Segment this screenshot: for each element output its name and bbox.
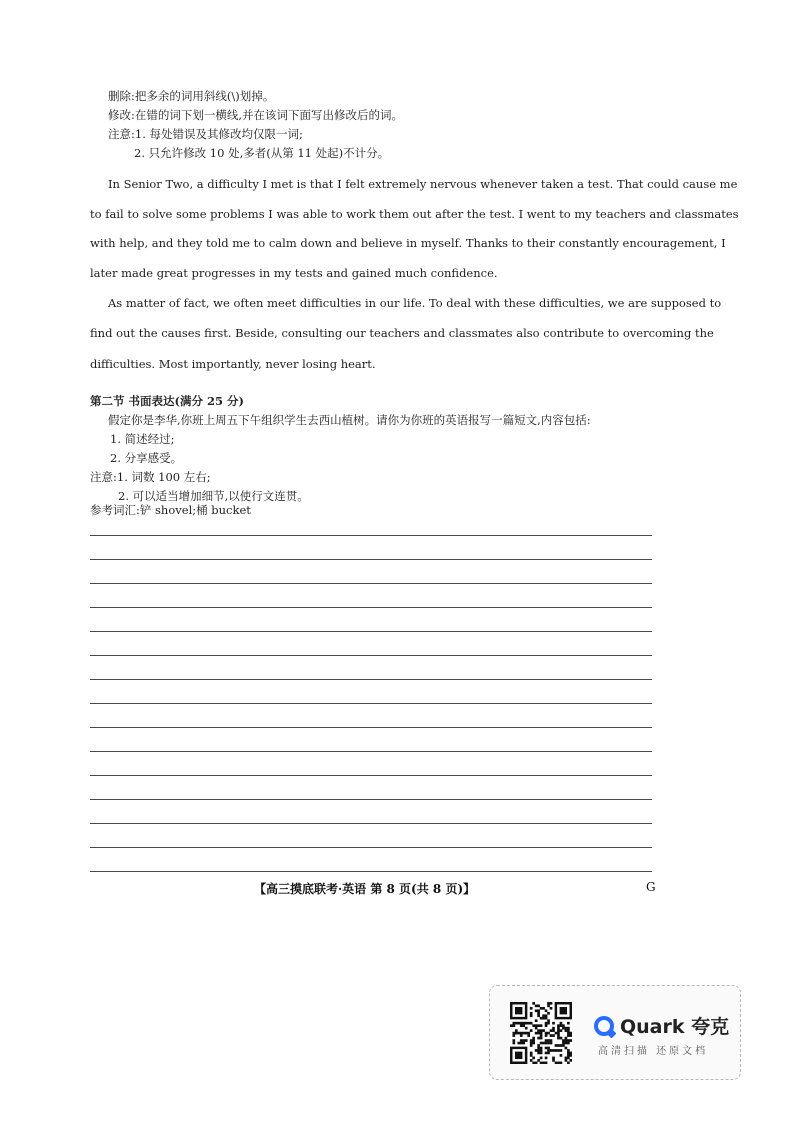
note-2: 2. 只允许修改 10 处,多者(从第 11 处起)不计分。	[134, 146, 390, 160]
answer-line[interactable]	[90, 751, 652, 752]
passage-p2-line3: difficulties. Most importantly, never losing heart.	[90, 357, 376, 371]
answer-line[interactable]	[90, 847, 652, 848]
section2-note1: 注意:1. 词数 100 左右;	[90, 470, 211, 484]
brand-name: Quark 夸克	[620, 1016, 730, 1038]
section2-item2: 2. 分享感受。	[110, 451, 183, 465]
note-1: 注意:1. 每处错误及其修改均仅限一词;	[108, 127, 303, 141]
section2-vocab: 参考词汇:铲 shovel;桶 bucket	[90, 503, 251, 517]
passage-p1-line4: later made great progresses in my tests and gained much confidence.	[90, 266, 498, 280]
passage-p1-line1: In Senior Two, a difficulty I met is that I felt extremely nervous whenever taken a test. That could cause me	[108, 177, 738, 191]
section2-item1: 1. 简述经过;	[110, 432, 175, 446]
answer-line[interactable]	[90, 727, 652, 728]
brand-tagline: 高清扫描 还原文档	[598, 1046, 709, 1057]
qr-code-icon	[510, 1002, 572, 1064]
answer-line[interactable]	[90, 607, 652, 608]
answer-line[interactable]	[90, 775, 652, 776]
passage-p1-line2: to fail to solve some problems I was able to work them out after the test. I went to my teachers and classmates	[90, 207, 739, 221]
answer-line[interactable]	[90, 871, 652, 872]
answer-line[interactable]	[90, 559, 652, 560]
answer-line[interactable]	[90, 823, 652, 824]
answer-line[interactable]	[90, 631, 652, 632]
answer-line[interactable]	[90, 703, 652, 704]
answer-line[interactable]	[90, 799, 652, 800]
page-footer: 【高三摸底联考·英语 第 8 页(共 8 页)】	[254, 882, 476, 896]
modify-rule: 修改:在错的词下划一横线,并在该词下面写出修改后的词。	[108, 108, 404, 122]
answer-line[interactable]	[90, 535, 652, 536]
answer-line[interactable]	[90, 583, 652, 584]
version-letter: G	[646, 880, 656, 894]
quark-logo-icon	[594, 1016, 614, 1036]
section2-note2: 2. 可以适当增加细节,以使行文连贯。	[118, 489, 309, 503]
quark-brand	[594, 1012, 729, 1039]
scan-watermark	[489, 985, 741, 1080]
passage-p2-line1: As matter of fact, we often meet difficulties in our life. To deal with these difficulties, we are supposed to	[108, 296, 722, 310]
section2-prompt: 假定你是李华,你班上周五下午组织学生去西山植树。请你为你班的英语报写一篇短文,内容包括:	[108, 413, 591, 427]
delete-rule: 删除:把多余的词用斜线(\)划掉。	[108, 89, 275, 103]
passage-p1-line3: with help, and they told me to calm down and believe in myself. Thanks to their constantly encouragement, I	[90, 236, 726, 250]
passage-p2-line2: find out the causes first. Beside, consulting our teachers and classmates also contribute to overcoming the	[90, 326, 714, 340]
answer-line[interactable]	[90, 679, 652, 680]
answer-line[interactable]	[90, 655, 652, 656]
section2-heading: 第二节 书面表达(满分 25 分)	[90, 394, 244, 408]
